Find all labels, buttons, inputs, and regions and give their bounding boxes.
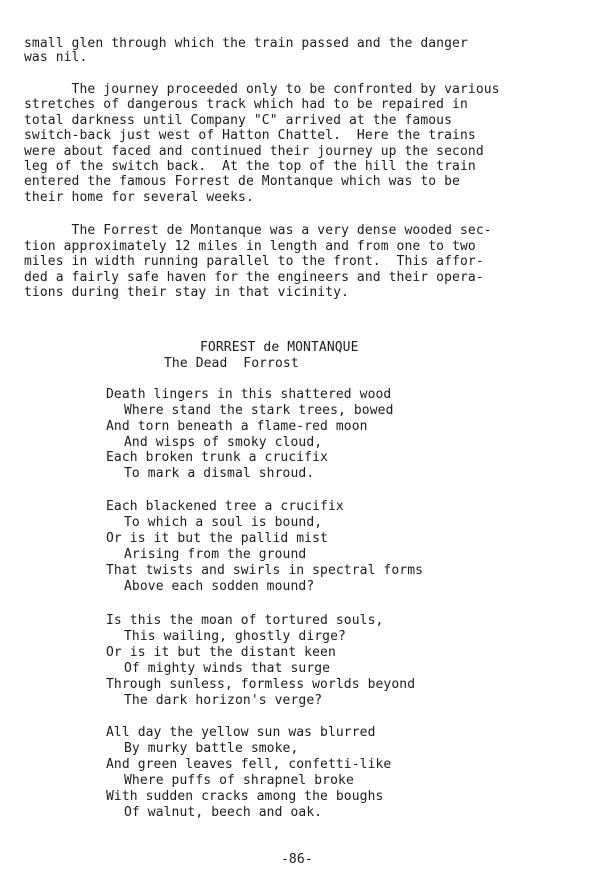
text-line: The journey proceeded only to be confronted by various bbox=[24, 82, 500, 97]
text-line: tions during their stay in that vicinity. bbox=[24, 285, 349, 300]
text-line: their home for several weeks. bbox=[24, 190, 254, 205]
poem-line: Through sunless, formless worlds beyond bbox=[106, 677, 416, 692]
text-line: ded a fairly safe haven for the engineers and their opera- bbox=[24, 270, 484, 285]
text-line: miles in width running parallel to the front. This affor- bbox=[24, 254, 484, 269]
poem-line: With sudden cracks among the boughs bbox=[106, 789, 384, 804]
poem-line: Or is it but the pallid mist bbox=[106, 531, 328, 546]
poem-line: Of mighty winds that surge bbox=[124, 661, 331, 676]
poem-line: To which a soul is bound, bbox=[124, 515, 323, 530]
text-line: entered the famous Forrest de Montanque which was to be bbox=[24, 174, 460, 189]
poem-line: That twists and swirls in spectral forms bbox=[106, 563, 424, 578]
poem-line: Where stand the stark trees, bowed bbox=[124, 403, 394, 418]
poem-line: And torn beneath a flame-red moon bbox=[106, 419, 368, 434]
poem-line: Each broken trunk a crucifix bbox=[106, 450, 328, 465]
text-line: were about faced and continued their journey up the second bbox=[24, 144, 484, 159]
poem-line: Arising from the ground bbox=[124, 547, 307, 562]
poem-subtitle: The Dead Forrost bbox=[164, 356, 299, 371]
poem-line: This wailing, ghostly dirge? bbox=[124, 629, 346, 644]
text-line: The Forrest de Montanque was a very dense wooded sec- bbox=[24, 223, 492, 238]
text-line: switch-back just west of Hatton Chattel. Here the trains bbox=[24, 128, 476, 143]
text-line: was nil. bbox=[24, 50, 88, 65]
poem-line: Is this the moan of tortured souls, bbox=[106, 613, 384, 628]
poem-line: Or is it but the distant keen bbox=[106, 645, 336, 660]
text-line: tion approximately 12 miles in length and from one to two bbox=[24, 239, 476, 254]
poem-line: And wisps of smoky cloud, bbox=[124, 435, 323, 450]
poem-line: Above each sodden mound? bbox=[124, 579, 315, 594]
text-line: stretches of dangerous track which had to be repaired in bbox=[24, 97, 468, 112]
poem-line: By murky battle smoke, bbox=[124, 741, 299, 756]
poem-line: All day the yellow sun was blurred bbox=[106, 725, 376, 740]
poem-line: To mark a dismal shroud. bbox=[124, 466, 315, 481]
poem-line: Each blackened tree a crucifix bbox=[106, 499, 344, 514]
poem-line: And green leaves fell, confetti-like bbox=[106, 757, 392, 772]
page-number: -86- bbox=[281, 852, 313, 867]
text-line: small glen through which the train passed and the danger bbox=[24, 36, 468, 51]
poem-line: Of walnut, beech and oak. bbox=[124, 805, 323, 820]
text-line: leg of the switch back. At the top of the hill the train bbox=[24, 159, 476, 174]
text-line: total darkness until Company "C" arrived at the famous bbox=[24, 113, 453, 128]
poem-line: Death lingers in this shattered wood bbox=[106, 387, 392, 402]
poem-line: The dark horizon's verge? bbox=[124, 693, 323, 708]
poem-line: Where puffs of shrapnel broke bbox=[124, 773, 354, 788]
poem-title: FORREST de MONTANQUE bbox=[200, 340, 359, 355]
